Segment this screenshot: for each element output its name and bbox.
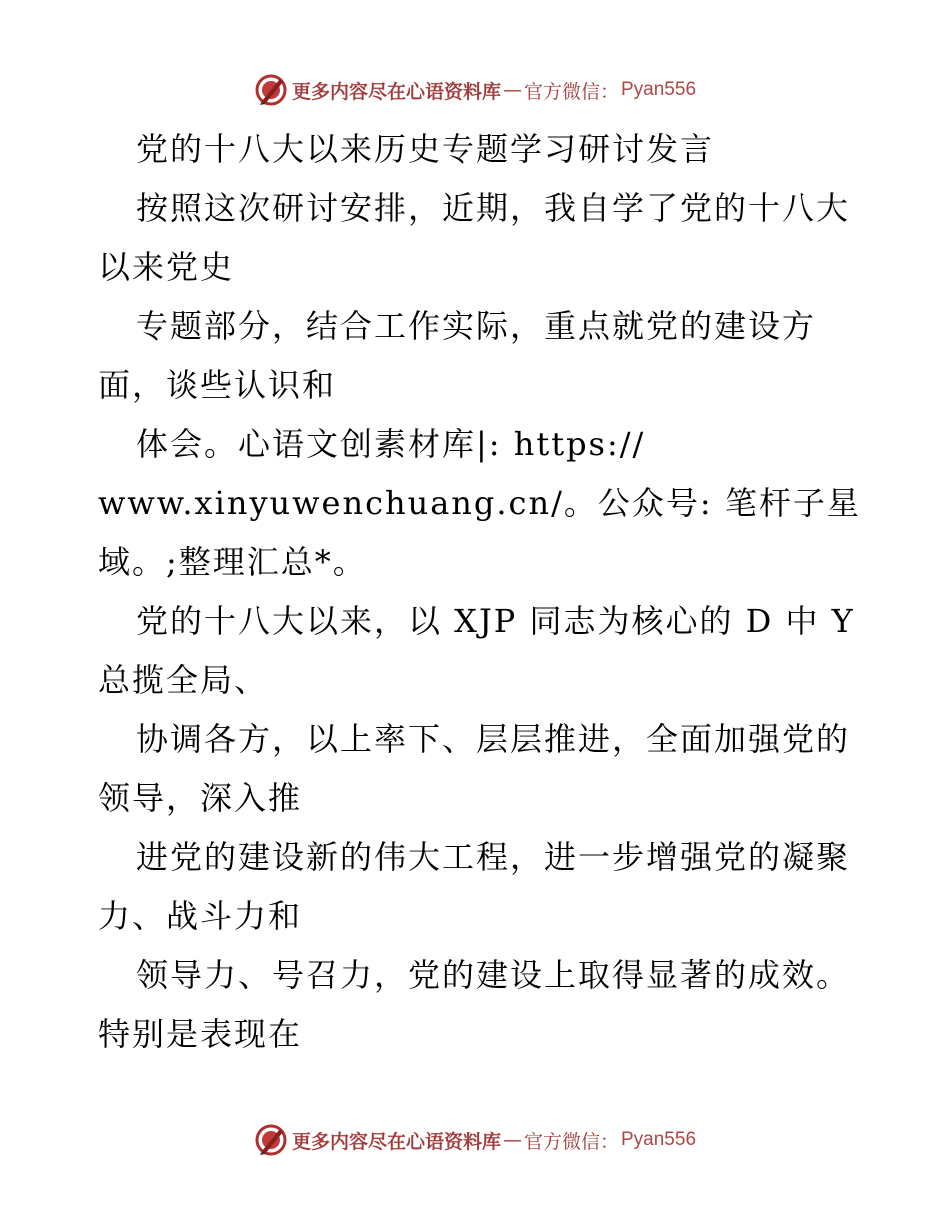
pen-logo-icon [254, 1123, 288, 1157]
banner-wechat-id: Pyan556 [621, 1129, 697, 1150]
paragraph-line: 党的十八大以来，以 XJP 同志为核心的 D 中 Y [136, 602, 855, 640]
banner-wechat-id: Pyan556 [621, 79, 697, 100]
paragraph-line: 面，谈些认识和 [98, 366, 337, 404]
paragraph-line: 体会。心语文创素材库|: https:// [136, 425, 646, 463]
banner-wechat-label: 官方微信： [523, 80, 619, 103]
paragraph-line: 域。;整理汇总*。 [98, 543, 367, 581]
paragraph-line: 协调各方，以上率下、层层推进，全面加强党的 [136, 720, 851, 758]
paragraph-line: 专题部分，结合工作实际，重点就党的建设方 [136, 307, 817, 345]
paragraph-line: www.xinyuwenchuang.cn/。公众号: 笔杆子星 [98, 484, 861, 522]
paragraph-line: 以来党史 [98, 248, 235, 286]
pen-logo-icon [254, 73, 288, 107]
banner-text: 更多内容尽在心语资料库 [291, 1130, 501, 1153]
paragraph-line: 总揽全局、 [98, 661, 269, 699]
document-title: 党的十八大以来历史专题学习研讨发言 [136, 130, 715, 168]
document-body [98, 120, 861, 1064]
paragraph-line: 领导，深入推 [98, 779, 303, 817]
paragraph-line: 按照这次研讨安排，近期，我自学了党的十八大 [136, 189, 851, 227]
header-banner [0, 70, 950, 110]
paragraph-line: 进党的建设新的伟大工程，进一步增强党的凝聚 [136, 838, 851, 876]
banner-separator: — [502, 1129, 522, 1151]
paragraph-line: 特别是表现在 [98, 1015, 303, 1053]
paragraph-line: 领导力、号召力，党的建设上取得显著的成效。 [136, 956, 851, 994]
banner-text: 更多内容尽在心语资料库 [291, 80, 501, 103]
footer-banner [0, 1120, 950, 1160]
paragraph-line: 力、战斗力和 [98, 897, 303, 935]
banner-separator: — [502, 79, 522, 101]
banner-wechat-label: 官方微信： [523, 1130, 619, 1153]
